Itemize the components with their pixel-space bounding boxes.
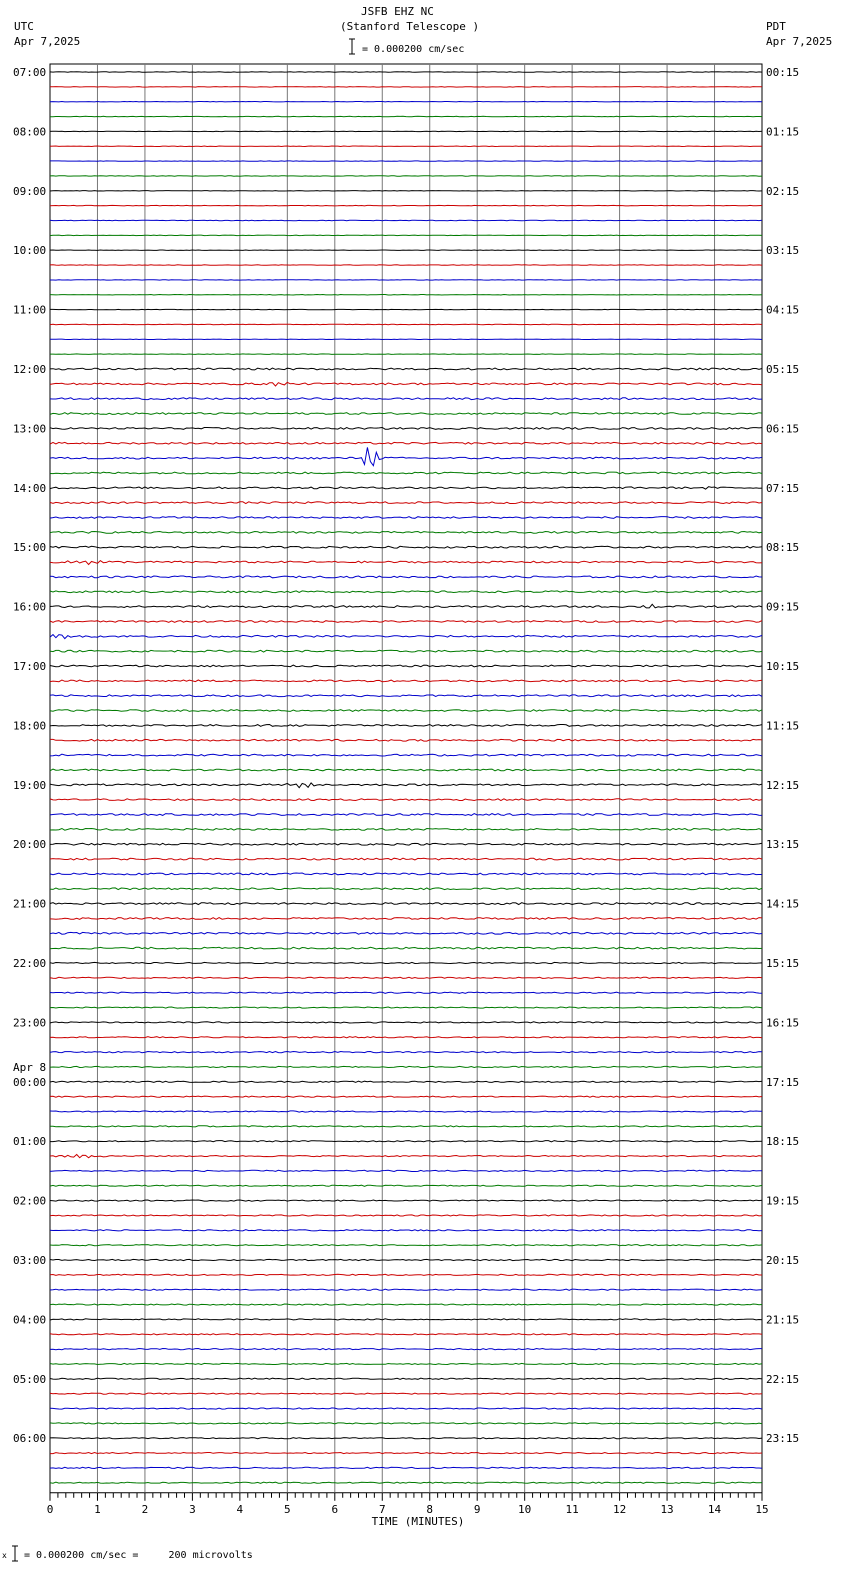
seismic-trace — [50, 992, 762, 993]
seismic-trace — [50, 591, 762, 593]
seismic-trace — [50, 87, 762, 88]
seismic-trace — [50, 635, 762, 639]
seismic-trace — [50, 1155, 762, 1158]
utc-hour-label: 21:00 — [13, 897, 47, 911]
seismic-trace — [50, 1066, 762, 1067]
seismic-trace — [50, 1334, 762, 1335]
seismic-trace — [50, 1349, 762, 1350]
seismic-trace — [50, 888, 762, 890]
seismic-trace — [50, 1319, 762, 1320]
seismic-trace — [50, 1052, 762, 1053]
x-tick-label: 1 — [94, 1502, 101, 1516]
seismic-trace — [50, 1185, 762, 1186]
seismic-trace — [50, 918, 762, 920]
seismic-trace — [50, 1453, 762, 1454]
seismic-trace — [50, 382, 762, 386]
utc-hour-label: 11:00 — [13, 303, 47, 317]
x-tick-label: 14 — [707, 1502, 722, 1516]
x-tick-label: 15 — [755, 1502, 769, 1516]
x-tick-label: 0 — [46, 1502, 54, 1516]
utc-hour-label: 02:00 — [13, 1194, 47, 1208]
seismic-trace — [50, 235, 762, 236]
seismic-trace — [50, 783, 762, 788]
seismic-trace — [50, 1141, 762, 1142]
seismic-trace — [50, 1007, 762, 1008]
seismic-trace — [50, 1037, 762, 1038]
pdt-hour-label: 15:15 — [766, 957, 800, 970]
seismic-trace — [50, 710, 762, 712]
pdt-hour-label: 16:15 — [766, 1016, 800, 1030]
seismic-trace — [50, 1378, 762, 1379]
seismic-trace — [50, 1289, 762, 1290]
seismic-trace — [50, 650, 762, 652]
pdt-hour-label: 09:15 — [766, 600, 800, 614]
utc-hour-label: 17:00 — [13, 660, 47, 673]
utc-hour-label: 04:00 — [13, 1313, 47, 1327]
utc-hour-label: 03:00 — [13, 1254, 47, 1267]
utc-hour-label: 10:00 — [13, 244, 47, 258]
seismic-trace — [50, 1111, 762, 1112]
seismic-trace — [50, 621, 762, 623]
seismic-trace — [50, 962, 762, 963]
utc-hour-label: 13:00 — [13, 422, 47, 436]
utc-hour-label: 00:00 — [13, 1075, 47, 1089]
left-timezone: UTC — [14, 20, 34, 33]
seismic-trace — [50, 680, 762, 682]
seismic-trace — [50, 116, 762, 117]
seismic-trace — [50, 265, 762, 266]
pdt-hour-label: 23:15 — [766, 1432, 800, 1446]
utc-hour-label: 09:00 — [13, 184, 47, 198]
pdt-hour-label: 07:15 — [766, 481, 800, 495]
seismic-trace — [50, 799, 762, 801]
pdt-hour-label: 11:15 — [766, 719, 800, 733]
seismic-trace — [50, 368, 762, 370]
footer-marker: x — [2, 1551, 7, 1560]
seismic-trace — [50, 873, 762, 875]
seismic-trace — [50, 1215, 762, 1216]
seismic-trace — [50, 739, 762, 741]
seismic-trace — [50, 1096, 762, 1097]
seismic-trace — [50, 829, 762, 831]
seismic-trace — [50, 814, 762, 816]
right-date: Apr 7,2025 — [766, 35, 833, 48]
utc-hour-label: 06:00 — [13, 1432, 47, 1446]
utc-date-label: Apr 8 — [13, 1060, 47, 1074]
seismic-trace — [50, 604, 762, 608]
pdt-hour-label: 12:15 — [766, 778, 800, 792]
x-tick-label: 7 — [378, 1502, 386, 1516]
x-tick-label: 8 — [426, 1502, 434, 1516]
pdt-hour-label: 21:15 — [766, 1313, 800, 1327]
seismic-trace — [50, 176, 762, 177]
pdt-hour-label: 04:15 — [766, 303, 800, 317]
seismic-trace — [50, 754, 762, 756]
seismic-trace — [50, 1482, 762, 1483]
seismic-trace — [50, 532, 762, 534]
seismic-trace — [50, 903, 762, 905]
seismic-trace — [50, 324, 762, 325]
right-timezone: PDT — [766, 20, 786, 33]
utc-hour-label: 20:00 — [13, 838, 47, 852]
seismic-trace — [50, 947, 762, 949]
seismic-trace — [50, 1423, 762, 1424]
utc-hour-label: 19:00 — [13, 778, 47, 792]
seismic-trace — [50, 932, 762, 934]
utc-hour-label: 08:00 — [13, 125, 47, 139]
x-tick-label: 11 — [565, 1502, 579, 1516]
x-tick-label: 2 — [141, 1502, 149, 1516]
seismic-trace — [50, 428, 762, 430]
utc-hour-label: 05:00 — [13, 1372, 47, 1386]
seismic-trace — [50, 413, 762, 415]
pdt-hour-label: 03:15 — [766, 244, 800, 258]
seismic-trace — [50, 546, 762, 548]
site-subtitle: (Stanford Telescope ) — [340, 20, 480, 33]
seismic-trace — [50, 1245, 762, 1246]
seismic-trace — [50, 398, 762, 400]
utc-hour-label: 15:00 — [13, 541, 47, 555]
seismic-trace — [50, 502, 762, 504]
seismic-trace — [50, 442, 762, 444]
x-tick-label: 10 — [518, 1502, 532, 1516]
seismic-trace — [50, 1200, 762, 1201]
pdt-hour-label: 17:15 — [766, 1075, 800, 1089]
utc-hour-label: 16:00 — [13, 600, 47, 614]
pdt-hour-label: 06:15 — [766, 422, 800, 436]
seismic-trace — [50, 1363, 762, 1364]
seismic-trace — [50, 295, 762, 296]
pdt-hour-label: 01:15 — [766, 125, 800, 139]
x-tick-label: 4 — [236, 1502, 244, 1516]
utc-hour-label: 18:00 — [13, 719, 47, 733]
x-tick-label: 12 — [612, 1502, 627, 1516]
pdt-hour-label: 08:15 — [766, 541, 800, 555]
seismic-trace — [50, 517, 762, 519]
x-axis-label: TIME (MINUTES) — [371, 1514, 465, 1528]
seismic-trace — [50, 1126, 762, 1127]
seismic-trace — [50, 1259, 762, 1260]
seismic-trace — [50, 447, 762, 465]
station-title: JSFB EHZ NC — [361, 5, 434, 18]
plot-frame — [50, 64, 762, 1493]
seismic-trace — [50, 665, 762, 667]
utc-hour-label: 22:00 — [13, 957, 47, 970]
x-tick-label: 9 — [473, 1502, 481, 1516]
utc-hour-label: 23:00 — [13, 1016, 47, 1030]
pdt-hour-label: 13:15 — [766, 838, 800, 852]
x-tick-label: 6 — [331, 1502, 339, 1516]
footer-scale-bar-icon — [10, 1545, 20, 1563]
scale-label: = 0.000200 cm/sec — [362, 44, 465, 55]
utc-hour-label: 12:00 — [13, 363, 47, 376]
seismic-trace — [50, 561, 762, 565]
seismic-trace — [50, 725, 762, 727]
seismic-trace — [50, 769, 762, 771]
utc-hour-label: 07:00 — [13, 66, 47, 79]
pdt-hour-label: 05:15 — [766, 363, 800, 376]
seismic-trace — [50, 146, 762, 147]
seismic-trace — [50, 843, 762, 845]
pdt-hour-label: 19:15 — [766, 1194, 800, 1208]
seismic-trace — [50, 1438, 762, 1439]
seismic-trace — [50, 1170, 762, 1171]
utc-hour-label: 01:00 — [13, 1135, 47, 1149]
seismic-trace — [50, 1393, 762, 1394]
seismic-trace — [50, 1022, 762, 1023]
pdt-hour-label: 20:15 — [766, 1254, 800, 1267]
seismic-trace — [50, 977, 762, 978]
x-tick-label: 5 — [284, 1502, 291, 1516]
seismic-trace — [50, 695, 762, 697]
pdt-hour-label: 22:15 — [766, 1372, 800, 1386]
utc-hour-label: 14:00 — [13, 481, 47, 495]
seismic-trace — [50, 1408, 762, 1409]
pdt-hour-label: 00:15 — [766, 66, 800, 79]
x-tick-label: 3 — [189, 1502, 196, 1516]
seismic-trace — [50, 1230, 762, 1231]
seismic-trace — [50, 1274, 762, 1275]
footer-scale-note: = 0.000200 cm/sec = 200 microvolts — [24, 1550, 253, 1561]
seismic-trace — [50, 1467, 762, 1468]
seismic-trace — [50, 858, 762, 860]
left-date: Apr 7,2025 — [14, 35, 81, 48]
pdt-hour-label: 18:15 — [766, 1135, 800, 1149]
seismic-trace — [50, 354, 762, 355]
seismic-trace — [50, 472, 762, 474]
seismic-trace — [50, 1081, 762, 1082]
seismic-trace — [50, 576, 762, 578]
x-tick-label: 13 — [660, 1502, 674, 1516]
seismic-trace — [50, 205, 762, 206]
pdt-hour-label: 14:15 — [766, 897, 800, 911]
pdt-hour-label: 02:15 — [766, 184, 800, 198]
pdt-hour-label: 10:15 — [766, 660, 800, 673]
seismic-trace — [50, 1304, 762, 1305]
seismic-trace — [50, 487, 762, 489]
